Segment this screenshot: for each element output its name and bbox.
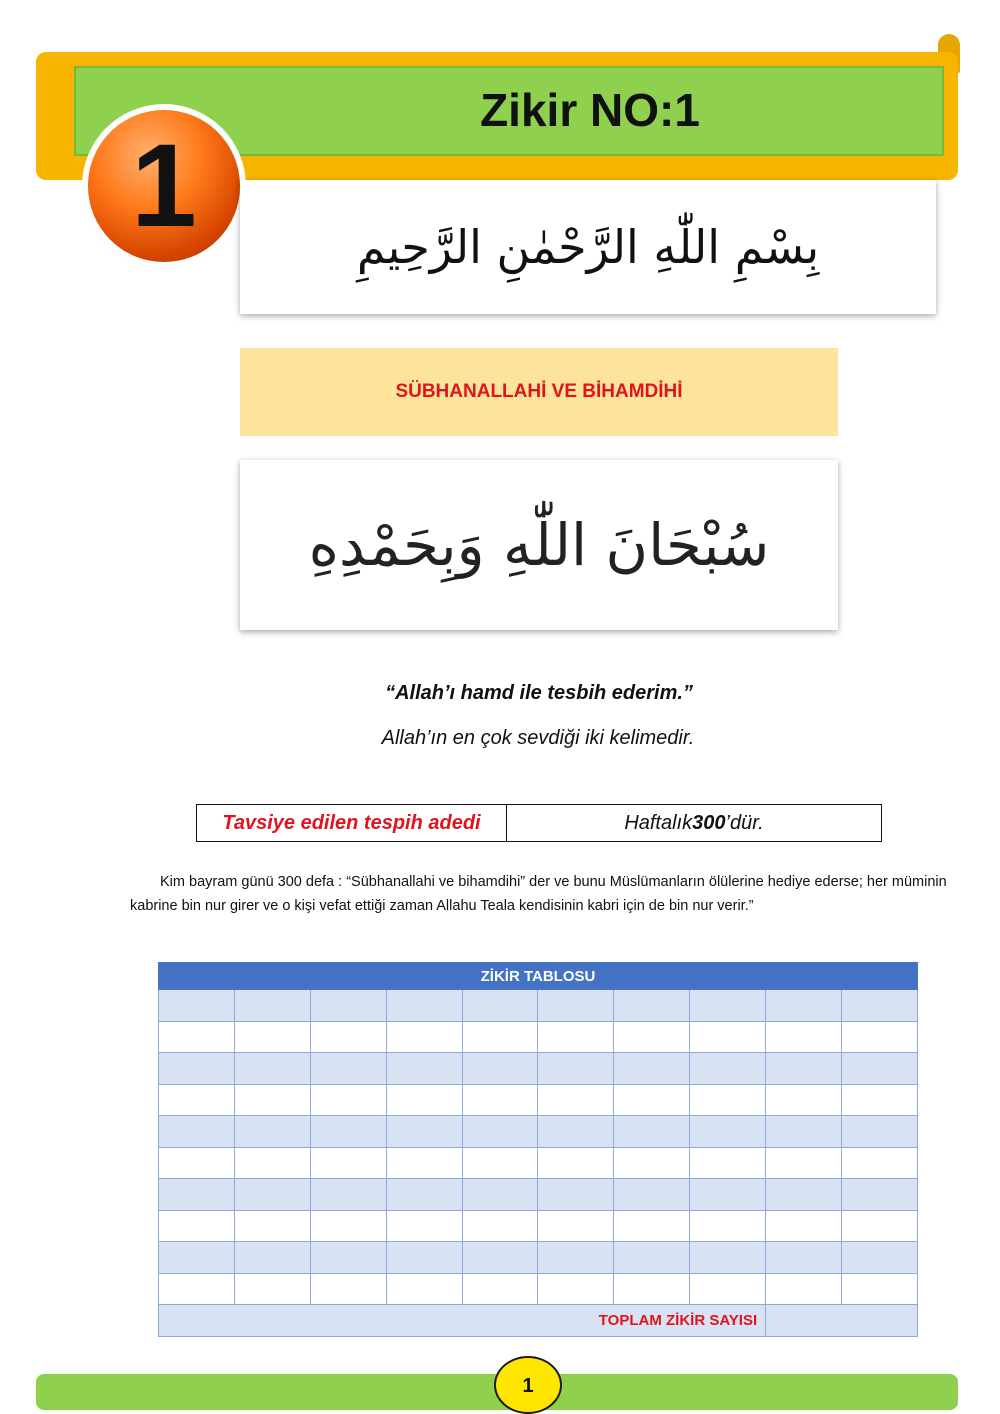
zikir-table-cell[interactable] [842, 1147, 918, 1179]
zikir-table-cell[interactable] [766, 1084, 842, 1116]
zikir-table-cell[interactable] [690, 1242, 766, 1274]
zikir-table-row [159, 1116, 918, 1148]
hadith-text: Kim bayram günü 300 defa : “Sübhanallahi ve bihamdihi” der ve bunu Müslümanların ölülerine hediye ederse; her müminin kabrine bin nur girer ve o kişi vefat ettiği zaman Allahu Teala kendisinin kabri için de bin nur verir.” [130, 874, 947, 914]
zikir-table-cell[interactable] [386, 1116, 462, 1148]
dhikr-name: SÜBHANALLAHİ VE BİHAMDİHİ [395, 381, 683, 402]
zikir-table-cell[interactable] [766, 1242, 842, 1274]
zikir-table-cell[interactable] [766, 1273, 842, 1305]
zikir-table-cell[interactable] [310, 1273, 386, 1305]
zikir-table-row [159, 1147, 918, 1179]
arabic-dhikr-text: سُبْحَانَ اللّٰهِ وَبِحَمْدِهِ [308, 511, 770, 579]
zikir-table-row [159, 990, 918, 1022]
zikir-table-cell[interactable] [310, 990, 386, 1022]
zikir-table-cell[interactable] [234, 1084, 310, 1116]
zikir-table-cell[interactable] [614, 1116, 690, 1148]
zikir-table-cell[interactable] [386, 1021, 462, 1053]
zikir-table-cell[interactable] [310, 1116, 386, 1148]
dhikr-meaning: “Allah’ı hamd ile tesbih ederim.” [385, 682, 693, 704]
zikir-table-row [159, 1021, 918, 1053]
zikir-table-cell[interactable] [538, 1273, 614, 1305]
recommendation-suffix: ’dür. [725, 811, 764, 834]
zikir-table-cell[interactable] [690, 1084, 766, 1116]
page-number: 1 [494, 1356, 562, 1414]
zikir-total-value[interactable] [766, 1305, 918, 1337]
recommendation-count: 300 [692, 811, 726, 834]
zikir-table-cell[interactable] [614, 1210, 690, 1242]
zikir-table-cell[interactable] [234, 1116, 310, 1148]
zikir-table-cell[interactable] [690, 1210, 766, 1242]
zikir-table-cell[interactable] [766, 1147, 842, 1179]
zikir-table-cell[interactable] [386, 1053, 462, 1085]
zikir-table-row [159, 1273, 918, 1305]
zikir-table-cell[interactable] [766, 1053, 842, 1085]
zikir-table-cell[interactable] [538, 1116, 614, 1148]
zikir-table-cell[interactable] [462, 1021, 538, 1053]
zikir-table-cell[interactable] [159, 1242, 235, 1274]
zikir-table-row [159, 1179, 918, 1211]
zikir-table-cell[interactable] [842, 1053, 918, 1085]
zikir-table-cell[interactable] [386, 990, 462, 1022]
zikir-table-cell[interactable] [310, 1053, 386, 1085]
zikir-table-cell[interactable] [842, 1242, 918, 1274]
zikir-table-cell[interactable] [159, 1084, 235, 1116]
zikir-table-cell[interactable] [159, 1210, 235, 1242]
zikir-table-cell[interactable] [159, 1021, 235, 1053]
zikir-table-cell[interactable] [842, 1273, 918, 1305]
zikir-table-cell[interactable] [234, 1242, 310, 1274]
zikir-table-cell[interactable] [538, 1210, 614, 1242]
zikir-table-cell[interactable] [842, 1021, 918, 1053]
zikir-table-cell[interactable] [462, 1210, 538, 1242]
zikir-table-cell[interactable] [386, 1147, 462, 1179]
zikir-table-cell[interactable] [766, 1179, 842, 1211]
zikir-total-label: TOPLAM ZİKİR SAYISI [159, 1305, 766, 1337]
zikir-table-cell[interactable] [310, 1242, 386, 1274]
zikir-table-cell[interactable] [842, 1084, 918, 1116]
zikir-table-cell[interactable] [462, 1084, 538, 1116]
zikir-table-cell[interactable] [766, 1116, 842, 1148]
zikir-table-cell[interactable] [234, 1273, 310, 1305]
zikir-table-cell[interactable] [386, 1084, 462, 1116]
zikir-table-cell[interactable] [386, 1273, 462, 1305]
recommendation-label: Tavsiye edilen tespih adedi [197, 805, 507, 841]
zikir-table-cell[interactable] [538, 1242, 614, 1274]
zikir-table-cell[interactable] [159, 1116, 235, 1148]
zikir-table-cell[interactable] [310, 1147, 386, 1179]
zikir-table-cell[interactable] [614, 1053, 690, 1085]
zikir-table-cell[interactable] [842, 1210, 918, 1242]
zikir-table-cell[interactable] [310, 1084, 386, 1116]
zikir-table-cell[interactable] [462, 1053, 538, 1085]
zikir-table-cell[interactable] [614, 1084, 690, 1116]
zikir-table-cell[interactable] [462, 1179, 538, 1211]
zikir-total-row [159, 1305, 918, 1337]
zikir-table-cell[interactable] [538, 1084, 614, 1116]
zikir-table-row [159, 1084, 918, 1116]
zikir-table-cell[interactable] [538, 990, 614, 1022]
bismillah-calligraphy: بِسْمِ اللّٰهِ الرَّحْمٰنِ الرَّحِيمِ [356, 220, 820, 274]
zikir-table-cell[interactable] [462, 1147, 538, 1179]
zikir-table-cell[interactable] [462, 1116, 538, 1148]
zikir-table-cell[interactable] [690, 1116, 766, 1148]
zikir-table-cell[interactable] [310, 1021, 386, 1053]
zikir-table-cell[interactable] [538, 1147, 614, 1179]
zikir-table-cell[interactable] [538, 1179, 614, 1211]
zikir-table-cell[interactable] [766, 1021, 842, 1053]
zikir-table-cell[interactable] [234, 1147, 310, 1179]
zikir-table-cell[interactable] [159, 990, 235, 1022]
recommendation-value [507, 805, 881, 841]
zikir-table-cell[interactable] [842, 990, 918, 1022]
zikir-table-cell[interactable] [386, 1242, 462, 1274]
zikir-table-row [159, 1210, 918, 1242]
zikir-table-cell[interactable] [462, 1242, 538, 1274]
zikir-table-title: ZİKİR TABLOSU [159, 963, 918, 990]
zikir-table-cell[interactable] [159, 1273, 235, 1305]
zikir-table-cell[interactable] [690, 1179, 766, 1211]
zikir-table-cell[interactable] [842, 1116, 918, 1148]
zikir-table-cell[interactable] [310, 1179, 386, 1211]
zikir-table-cell[interactable] [462, 990, 538, 1022]
zikir-table-cell[interactable] [690, 1147, 766, 1179]
recommendation-table [196, 804, 882, 842]
zikir-table-cell[interactable] [690, 1273, 766, 1305]
zikir-table-cell[interactable] [310, 1210, 386, 1242]
zikir-table-cell[interactable] [538, 1021, 614, 1053]
zikir-table-cell[interactable] [614, 1147, 690, 1179]
zikir-table-cell[interactable] [690, 1021, 766, 1053]
zikir-table-cell[interactable] [159, 1179, 235, 1211]
zikir-table-row [159, 1053, 918, 1085]
zikir-table-cell[interactable] [234, 1053, 310, 1085]
number-badge-label: 1 [131, 120, 197, 252]
zikir-table-cell[interactable] [462, 1273, 538, 1305]
zikir-table-cell[interactable] [766, 990, 842, 1022]
zikir-table-cell[interactable] [386, 1210, 462, 1242]
zikir-table-cell[interactable] [234, 1021, 310, 1053]
recommendation-prefix: Haftalık [624, 811, 693, 834]
zikir-table-cell[interactable] [614, 1021, 690, 1053]
zikir-table-cell[interactable] [690, 1053, 766, 1085]
zikir-table-cell[interactable] [234, 1179, 310, 1211]
zikir-table-cell[interactable] [614, 1242, 690, 1274]
dhikr-description: Allah’ın en çok sevdiği iki kelimedir. [381, 727, 695, 749]
zikir-table-cell[interactable] [538, 1053, 614, 1085]
zikir-table-cell[interactable] [842, 1179, 918, 1211]
zikir-table-cell[interactable] [614, 990, 690, 1022]
zikir-table-cell[interactable] [614, 1273, 690, 1305]
zikir-table-cell[interactable] [234, 990, 310, 1022]
zikir-table [158, 962, 918, 1337]
zikir-table-cell[interactable] [159, 1147, 235, 1179]
zikir-table-cell[interactable] [386, 1179, 462, 1211]
zikir-table-cell[interactable] [159, 1053, 235, 1085]
zikir-table-cell[interactable] [234, 1210, 310, 1242]
zikir-table-cell[interactable] [766, 1210, 842, 1242]
page-title: Zikir NO:1 [480, 84, 700, 136]
zikir-table-cell[interactable] [690, 990, 766, 1022]
zikir-table-cell[interactable] [614, 1179, 690, 1211]
zikir-table-row [159, 1242, 918, 1274]
